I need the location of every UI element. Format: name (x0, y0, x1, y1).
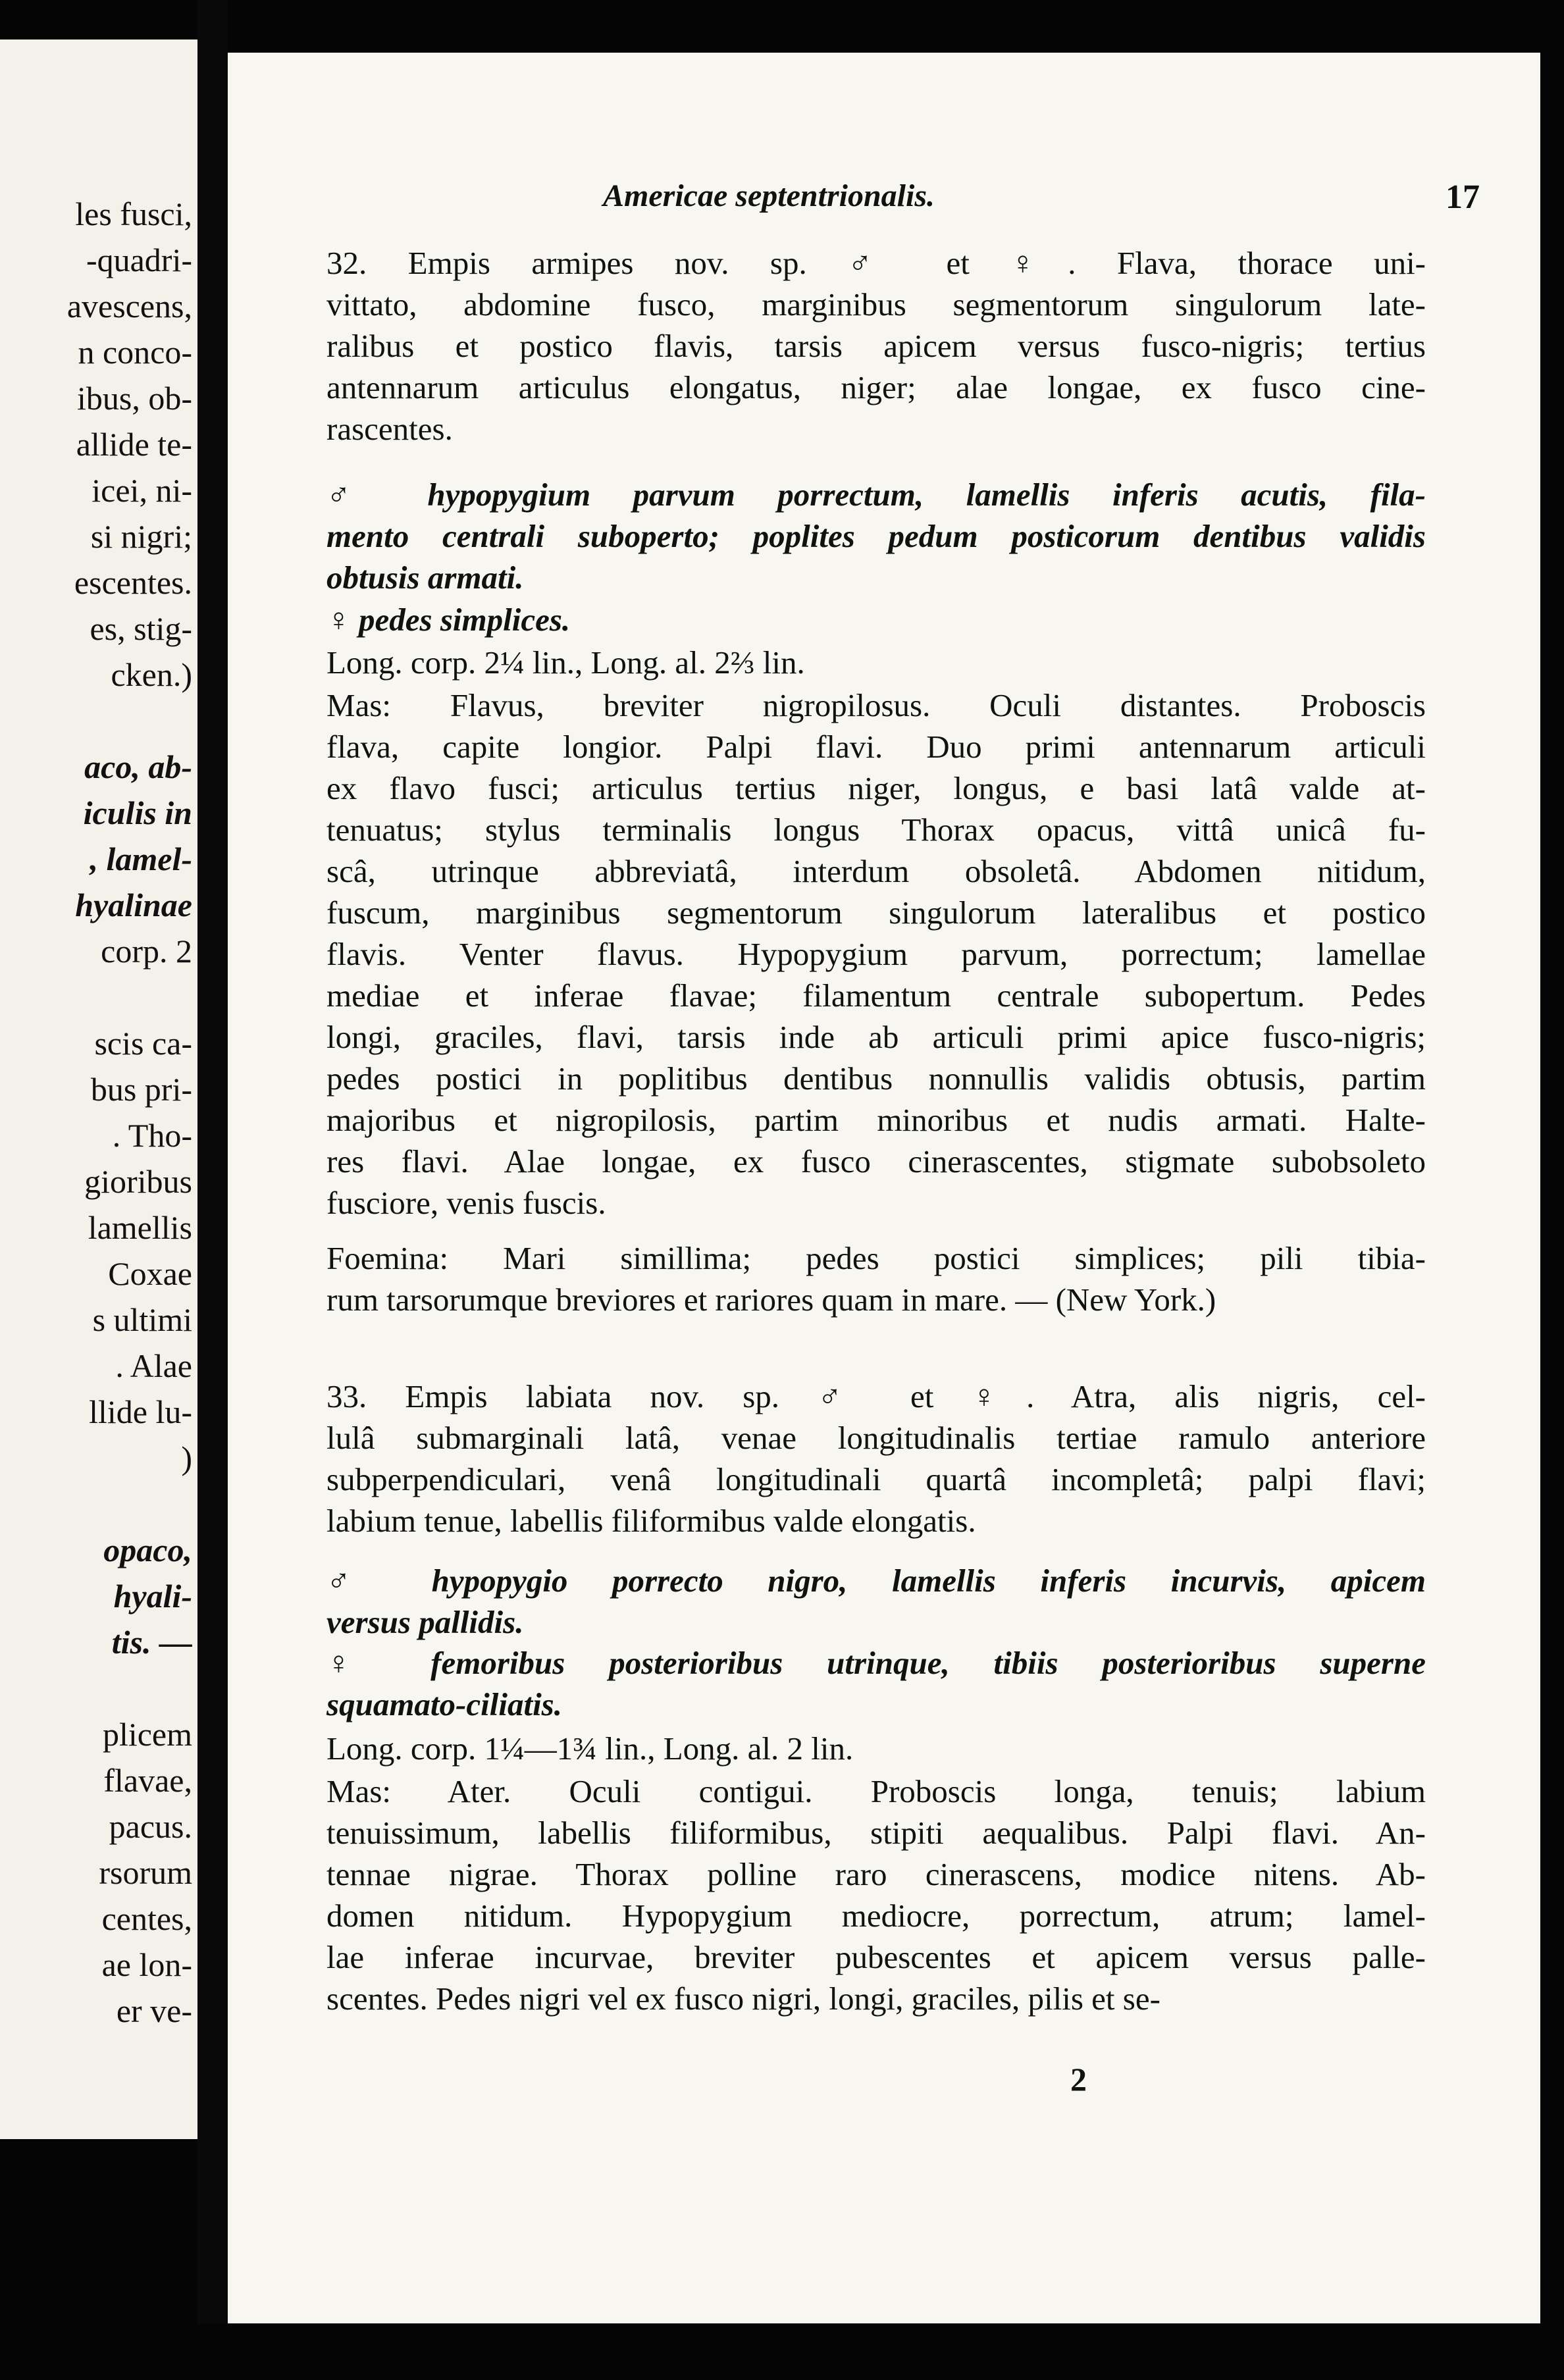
facing-page-line: corp. 2 (101, 933, 192, 970)
text-line: antennarum articulus elongatus, niger; alae longae, ex fusco cine- (326, 369, 1426, 405)
page (228, 53, 1540, 2323)
text-line: majoribus et nigropilosis, partim minoribus et nudis armati. Halte- (326, 1102, 1426, 1138)
facing-page-line: ibus, ob- (77, 380, 192, 417)
facing-page-line: s ultimi (92, 1301, 192, 1338)
facing-page-line: ) (181, 1439, 192, 1476)
paragraph-p32-male (326, 474, 1426, 598)
facing-page-line: escentes. (74, 564, 192, 601)
facing-page-fragment (0, 39, 197, 2139)
facing-page-line: ae lon- (101, 1946, 192, 1983)
facing-page-line: Coxae (108, 1255, 192, 1292)
facing-page-line: allide te- (76, 426, 192, 463)
text-line: tennae nigrae. Thorax polline raro cinerascens, modice nitens. Ab- (326, 1856, 1426, 1892)
text-line: mediae et inferae flavae; filamentum centrale subopertum. Pedes (326, 977, 1426, 1014)
text-line: fusciore, venis fuscis. (326, 1185, 606, 1221)
facing-page-line: cken.) (111, 656, 192, 693)
facing-page-line: es, stig- (90, 610, 192, 647)
text-line: scâ, utrinque abbreviatâ, interdum obsoletâ. Abdomen nitidum, (326, 853, 1426, 889)
paragraph-p33-long (326, 1728, 1426, 1769)
text-line: labium tenue, labellis filiformibus valde elongatis. (326, 1503, 976, 1539)
text-line: obtusis armati. (326, 559, 524, 596)
facing-page-line: centes, (101, 1900, 192, 1937)
text-line: ♀ femoribus posterioribus utrinque, tibiis posterioribus superne (326, 1645, 1426, 1681)
paragraph-p32-foemina (326, 1237, 1426, 1320)
text-line: Long. corp. 1¼—1¾ lin., Long. al. 2 lin. (326, 1730, 854, 1767)
facing-page-line: . Tho- (112, 1117, 192, 1154)
facing-page-line: icei, ni- (91, 472, 192, 509)
text-line: domen nitidum. Hypopygium mediocre, porrectum, atrum; lamel- (326, 1898, 1426, 1934)
facing-page-line: hyali- (113, 1578, 192, 1615)
facing-page-line: er ve- (116, 1992, 192, 2029)
facing-page-line: rsorum (99, 1854, 192, 1891)
facing-page-line: aco, ab- (84, 748, 192, 785)
facing-page-line: avescens, (66, 288, 192, 324)
facing-page-line: scis ca- (94, 1025, 192, 1062)
text-line: ♀ pedes simplices. (326, 602, 571, 638)
book-gutter (197, 0, 228, 2380)
facing-page-line: iculis in (83, 794, 192, 831)
facing-page-line: gioribus (84, 1163, 192, 1200)
text-line: fuscum, marginibus segmentorum singulorum lateralibus et postico (326, 894, 1426, 931)
text-line: 33. Empis labiata nov. sp. ♂ et ♀. Atra, alis nigris, cel- (326, 1378, 1426, 1414)
facing-page-line: hyalinae (75, 887, 192, 923)
paragraph-p32-diag (326, 242, 1426, 450)
text-line: mento centrali suboperto; poplites pedum posticorum dentibus validis (326, 518, 1426, 554)
text-line: ♂ hypopygium parvum porrectum, lamellis inferis acutis, fila- (326, 477, 1426, 513)
facing-page-line: les fusci, (75, 195, 192, 232)
text-line: scentes. Pedes nigri vel ex fusco nigri, longi, graciles, pilis et se- (326, 1980, 1160, 2017)
text-line: versus pallidis. (326, 1604, 524, 1640)
text-line: res flavi. Alae longae, ex fusco cinerascentes, stigmate subobsoleto (326, 1143, 1426, 1179)
text-line: tenuatus; stylus terminalis longus Thorax opacus, vittâ unicâ fu- (326, 812, 1426, 848)
text-line: Long. corp. 2¼ lin., Long. al. 2⅔ lin. (326, 644, 805, 681)
text-line: vittato, abdomine fusco, marginibus segmentorum singulorum late- (326, 286, 1426, 323)
text-line: pedes postici in poplitibus dentibus nonnullis validis obtusis, partim (326, 1060, 1426, 1097)
paragraph-p32-female (326, 599, 1426, 640)
text-line: rascentes. (326, 411, 453, 447)
paragraph-p32-mas (326, 685, 1426, 1224)
text-line: longi, graciles, flavi, tarsis inde ab articuli primi apice fusco-nigris; (326, 1019, 1426, 1055)
running-head: Americae septentrionalis. (603, 178, 935, 213)
facing-page-line: si nigri; (90, 518, 192, 555)
scan-border (0, 2323, 1564, 2380)
text-line: flava, capite longior. Palpi flavi. Duo primi antennarum articuli (326, 729, 1426, 765)
facing-page-line: -quadri- (86, 242, 192, 278)
facing-page-line: n conco- (78, 334, 192, 371)
text-line: ralibus et postico flavis, tarsis apicem versus fusco-nigris; tertius (326, 328, 1426, 364)
text-line: tenuissimum, labellis filiformibus, stipiti aequalibus. Palpi flavi. An- (326, 1815, 1426, 1851)
paragraph-p33-female (326, 1642, 1426, 1725)
text-line: ex flavo fusci; articulus tertius niger, longus, e basi latâ valde at- (326, 770, 1426, 806)
paragraph-p33-male (326, 1560, 1426, 1643)
text-line: lulâ submarginali latâ, venae longitudinalis tertiae ramulo anteriore (326, 1420, 1426, 1456)
text-line: Mas: Ater. Oculi contigui. Proboscis longa, tenuis; labium (326, 1773, 1426, 1809)
text-line: squamato-ciliatis. (326, 1686, 563, 1722)
facing-page-line: lamellis (88, 1209, 192, 1246)
facing-page-line: . Alae (115, 1347, 192, 1384)
paragraph-p32-long (326, 642, 1426, 683)
text-line: 32. Empis armipes nov. sp. ♂ et ♀. Flava, thorace uni- (326, 245, 1426, 281)
facing-page-line: tis. — (111, 1624, 192, 1661)
facing-page-line: plicem (102, 1716, 192, 1753)
facing-page-line: opaco, (103, 1532, 192, 1568)
page-number: 17 (1446, 178, 1480, 216)
facing-page-line: bus pri- (90, 1071, 192, 1108)
text-line: flavis. Venter flavus. Hypopygium parvum, porrectum; lamellae (326, 936, 1426, 972)
paragraph-p33-diag (326, 1376, 1426, 1541)
signature-mark: 2 (1070, 2061, 1087, 2098)
facing-page-line: llide lu- (89, 1393, 192, 1430)
facing-page-line: pacus. (109, 1808, 192, 1845)
text-line: ♂ hypopygio porrecto nigro, lamellis inferis incurvis, apicem (326, 1563, 1426, 1599)
text-line: lae inferae incurvae, breviter pubescentes et apicem versus palle- (326, 1939, 1426, 1975)
text-line: rum tarsorumque breviores et rariores quam in mare. — (New York.) (326, 1281, 1216, 1318)
facing-page-line: flavae, (103, 1762, 192, 1799)
text-line: Mas: Flavus, breviter nigropilosus. Oculi distantes. Proboscis (326, 687, 1426, 723)
facing-page-line: , lamel- (90, 841, 192, 877)
text-line: Foemina: Mari simillima; pedes postici simplices; pili tibia- (326, 1240, 1426, 1276)
paragraph-p33-mas (326, 1771, 1426, 2019)
text-line: subperpendiculari, venâ longitudinali quartâ incompletâ; palpi flavi; (326, 1461, 1426, 1497)
